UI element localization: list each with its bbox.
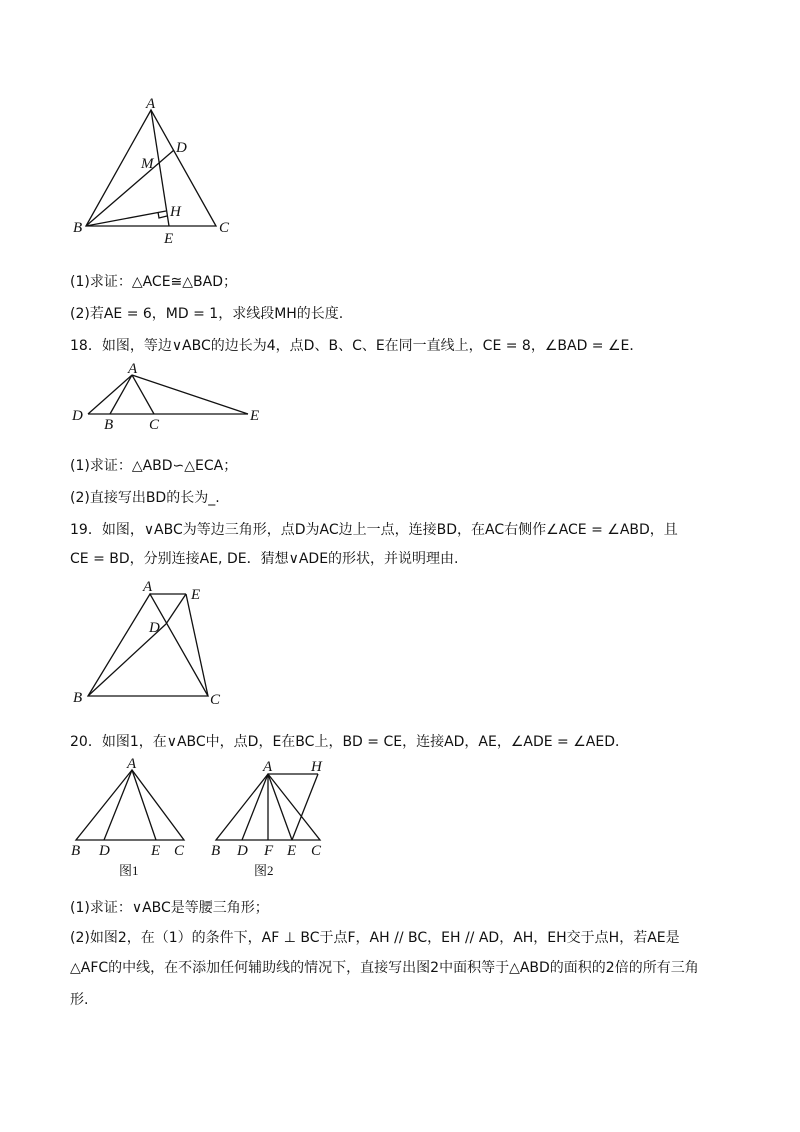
q19-stem-line2: CE = BD，分别连接AE, DE．猜想∨ADE的形状，并说明理由. — [70, 551, 459, 567]
q18-stem: 18．如图，等边∨ABC的边长为4，点D、B、C、E在同一直线上，CE = 8，∠BAD = ∠E． — [70, 338, 644, 354]
q20-part1: (1)求证：∨ABC是等腰三角形； — [70, 900, 269, 916]
label-e: E — [287, 843, 297, 859]
caption-figure-2: 图2 — [254, 863, 274, 878]
segment-bh — [86, 211, 166, 226]
figure-q20-2-svg — [200, 756, 340, 882]
label-m: M — [141, 156, 154, 172]
label-b: B — [104, 417, 114, 433]
caption-figure-1: 图1 — [119, 863, 139, 878]
label-a: A — [143, 579, 153, 595]
label-h: H — [311, 759, 322, 775]
label-c: C — [219, 220, 230, 236]
segment-ab — [110, 375, 132, 414]
label-b: B — [211, 843, 221, 859]
figure-q19-svg — [60, 572, 240, 710]
label-e: E — [250, 408, 260, 424]
label-d: D — [176, 140, 187, 156]
segment-ad — [104, 770, 132, 840]
triangle-abc — [88, 594, 208, 696]
triangle-abc — [76, 770, 184, 840]
label-c: C — [210, 692, 221, 708]
label-c: C — [149, 417, 160, 433]
label-c: C — [311, 843, 322, 859]
q18-part2: (2)直接写出BD的长为_. — [70, 490, 220, 506]
label-h: H — [170, 204, 181, 220]
label-e: E — [151, 843, 161, 859]
label-d: D — [149, 620, 160, 636]
label-e: E — [191, 587, 201, 603]
q20-part2-line2: △AFC的中线，在不添加任何辅助线的情况下，直接写出图2中面积等于△ABD的面积的2倍的所有三角 — [70, 960, 699, 976]
segment-ae — [132, 375, 248, 414]
figure-q17-svg — [60, 92, 240, 252]
label-f: F — [264, 843, 274, 859]
label-d: D — [99, 843, 110, 859]
label-a: A — [127, 756, 137, 772]
segment-de — [166, 594, 186, 624]
label-b: B — [73, 220, 83, 236]
q20-part2-line3: 形. — [70, 992, 89, 1008]
figure-q18-svg — [60, 358, 270, 433]
q18-part1: (1)求证：△ABD∽△ECA； — [70, 458, 238, 474]
label-b: B — [73, 690, 83, 706]
segment-bd — [86, 150, 174, 226]
q17-part2: (2)若AE = 6，MD = 1，求线段MH的长度. — [70, 306, 344, 322]
segment-ad — [88, 375, 132, 414]
segment-he — [292, 774, 318, 840]
q20-stem: 20．如图1，在∨ABC中，点D，E在BC上，BD = CE，连接AD，AE，∠ADE = ∠AED． — [70, 734, 629, 750]
figure-q20-2 — [200, 756, 340, 882]
segment-ae — [268, 774, 292, 840]
q19-stem-line1: 19．如图，∨ABC为等边三角形，点D为AC边上一点，连接BD，在AC右侧作∠ACE = ∠ABD，且 — [70, 522, 678, 538]
label-e: E — [164, 231, 174, 247]
figure-q20-1 — [60, 756, 200, 882]
figure-q17 — [60, 92, 240, 252]
label-a: A — [263, 759, 273, 775]
q20-part2-line1: (2)如图2，在（1）的条件下，AF ⊥ BC于点F，AH // BC，EH // AD，AH，EH交于点H，若AE是 — [70, 930, 680, 946]
figure-q18 — [60, 358, 270, 433]
label-a: A — [128, 361, 138, 377]
label-d: D — [72, 408, 83, 424]
label-a: A — [146, 96, 156, 112]
segment-ec — [186, 594, 208, 696]
figure-q20-1-svg — [60, 756, 200, 882]
figure-q19 — [60, 572, 240, 710]
segment-ad — [242, 774, 268, 840]
label-b: B — [71, 843, 81, 859]
label-c: C — [174, 843, 185, 859]
label-d: D — [237, 843, 248, 859]
segment-ae — [132, 770, 156, 840]
q17-part1: (1)求证：△ACE≅△BAD； — [70, 274, 238, 290]
